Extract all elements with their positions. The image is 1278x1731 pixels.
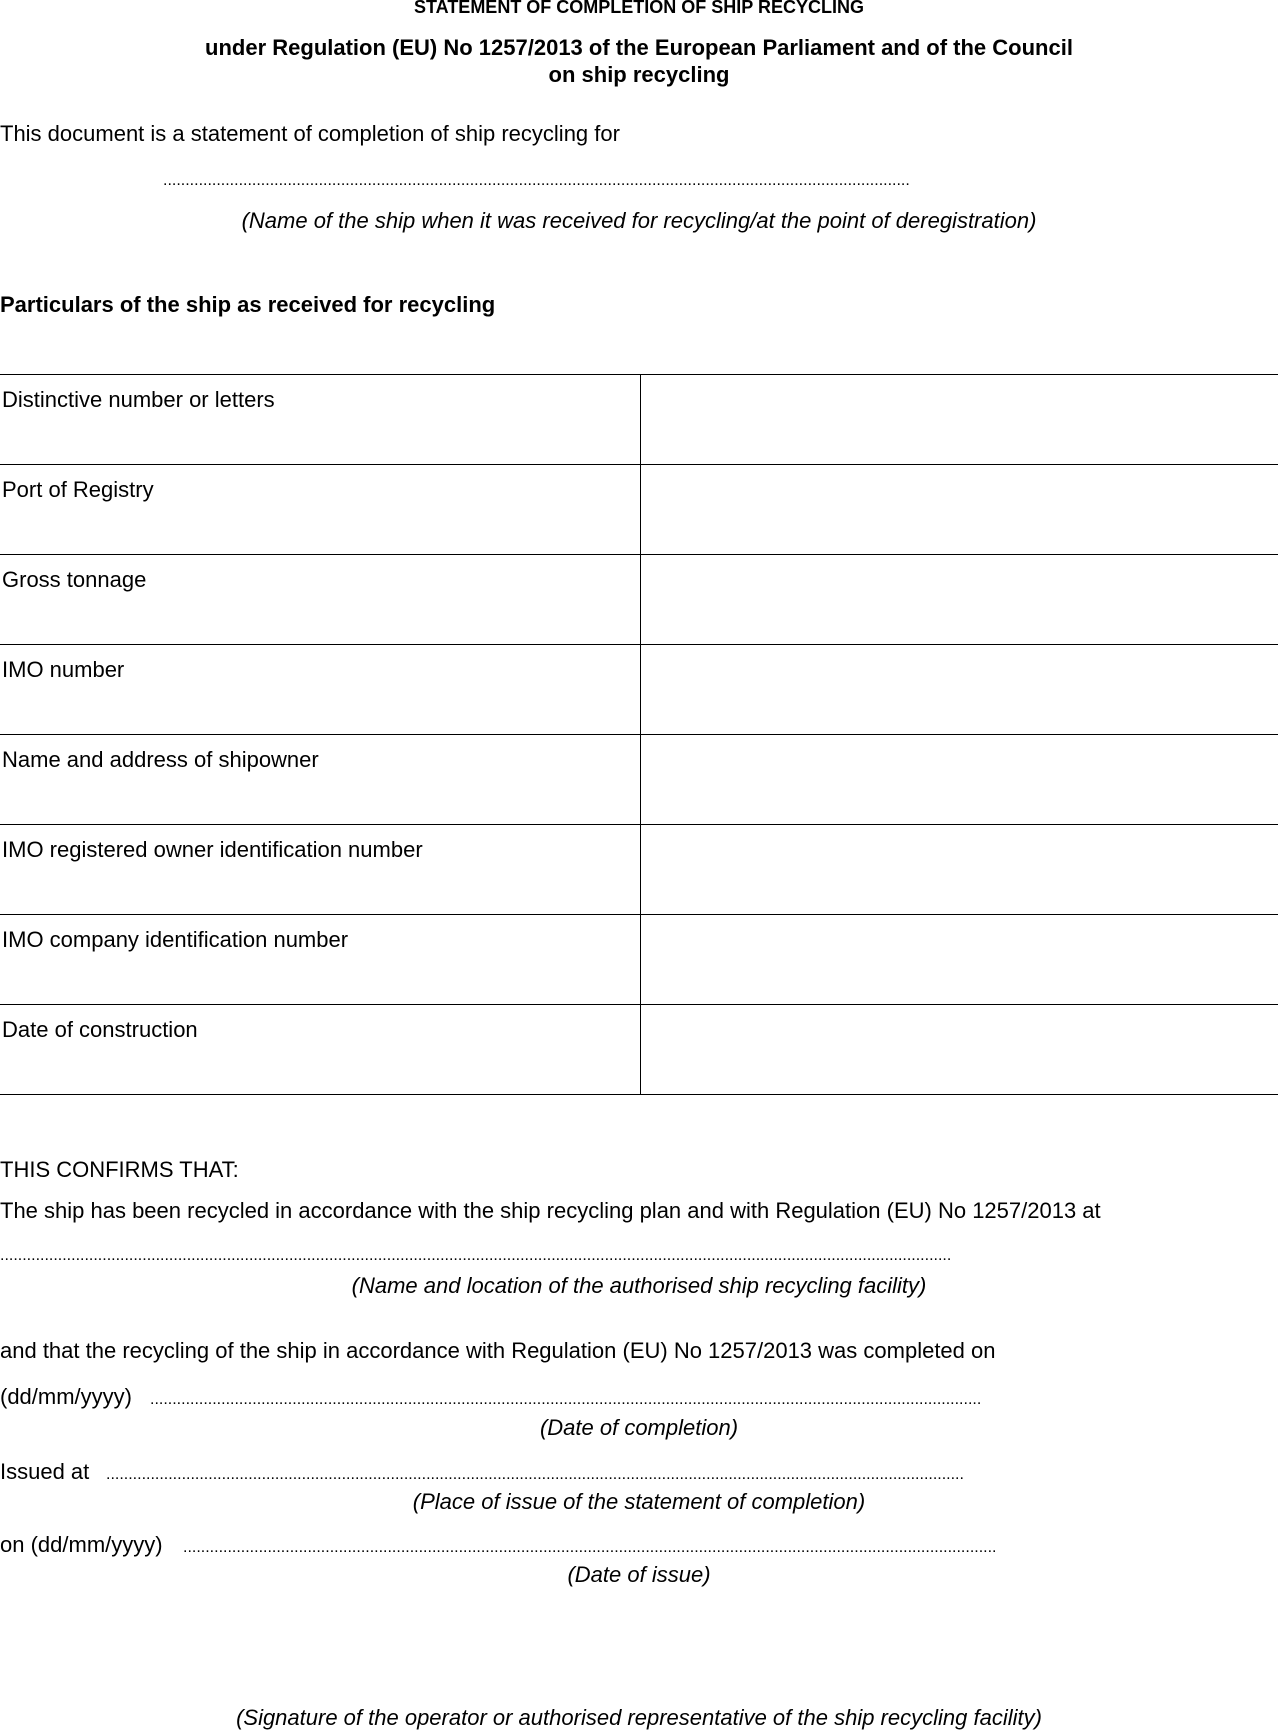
issued-at-caption: (Place of issue of the statement of completion) [412,1489,866,1514]
issued-at-field: ................................................................................................................................................................................................. [106,1466,964,1483]
issued-at-prefix: Issued at [0,1459,90,1484]
row-label-company-id: IMO company identification number [0,915,640,1005]
particulars-table [0,374,1278,1095]
facility-field: ...................................................................................................................................................................................................................... [0,1247,952,1264]
completion-date-prefix: (dd/mm/yyyy) [0,1384,132,1409]
table-row [0,465,1278,555]
issue-date-prefix: on (dd/mm/yyyy) [0,1532,163,1557]
row-value-imo-number [640,645,1278,735]
particulars-heading: Particulars of the ship as received for recycling [0,292,496,317]
table-row [0,375,1278,465]
row-value-gross-tonnage [640,555,1278,645]
ship-name-field: ........................................................................................................................................................................ [163,172,910,189]
completion-date-field: ........................................................................................................................................................................................... [150,1391,982,1408]
row-label-shipowner: Name and address of shipowner [0,735,640,825]
confirms-heading: THIS CONFIRMS THAT: [0,1157,239,1182]
document-title: STATEMENT OF COMPLETION OF SHIP RECYCLING [413,0,864,17]
row-value-port-of-registry [640,465,1278,555]
confirmation-text: The ship has been recycled in accordance with the ship recycling plan and with Regulation (EU) No 1257/2013 at [0,1198,1101,1223]
row-label-date-of-construction: Date of construction [0,1005,640,1095]
issue-date-caption: (Date of issue) [567,1562,711,1587]
table-row [0,825,1278,915]
intro-text: This document is a statement of completion of ship recycling for [0,121,620,146]
row-label-port-of-registry: Port of Registry [0,465,640,555]
row-label-imo-number: IMO number [0,645,640,735]
table-row [0,555,1278,645]
table-row [0,1005,1278,1095]
row-value-registered-owner-id [640,825,1278,915]
signature-caption: (Signature of the operator or authorised representative of the ship recycling facility) [236,1705,1042,1730]
row-label-registered-owner-id: IMO registered owner identification number [0,825,640,915]
table-row [0,735,1278,825]
row-value-distinctive-number [640,375,1278,465]
row-label-gross-tonnage: Gross tonnage [0,555,640,645]
document-subtitle-line1: under Regulation (EU) No 1257/2013 of the European Parliament and of the Council [205,35,1073,60]
row-value-date-of-construction [640,1005,1278,1095]
issue-date-field: ....................................................................................................................................................................................... [183,1539,997,1556]
document-subtitle-line2: on ship recycling [548,62,730,87]
ship-name-caption: (Name of the ship when it was received for recycling/at the point of deregistration) [241,208,1037,233]
table-row [0,915,1278,1005]
completion-date-caption: (Date of completion) [539,1415,739,1440]
facility-caption: (Name and location of the authorised ship recycling facility) [351,1273,927,1298]
row-value-company-id [640,915,1278,1005]
row-label-distinctive-number: Distinctive number or letters [0,375,640,465]
row-value-shipowner [640,735,1278,825]
table-row [0,645,1278,735]
completed-text: and that the recycling of the ship in accordance with Regulation (EU) No 1257/2013 was completed on [0,1338,996,1363]
